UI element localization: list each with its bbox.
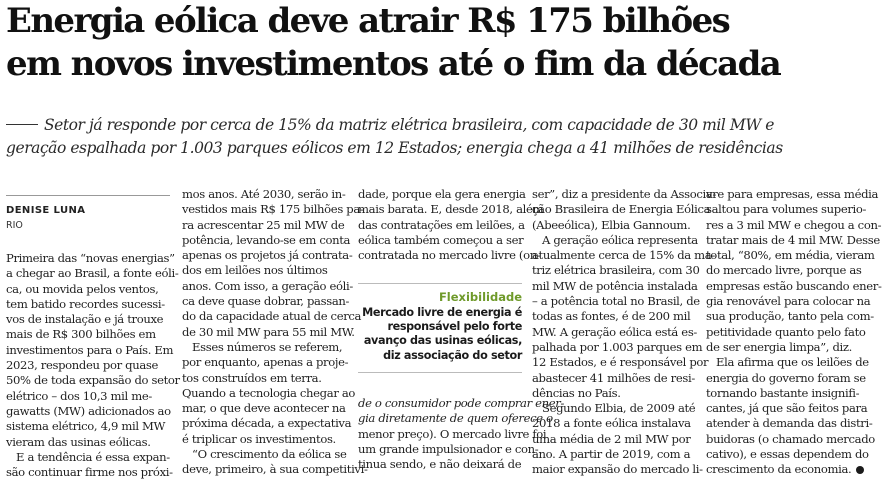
column-line: res a 3 mil MW e chegou a con- [706,217,882,232]
column-line: menor preço). O mercado livre foi [358,426,547,441]
sidebar-title-line: Mercado livre de energia é [362,306,522,319]
column-line: apenas os projetos já contrata- [182,248,353,263]
column-line: sistema elétrico, 4,9 mil MW [6,419,166,434]
column-line: 2018 a fonte eólica instalava [532,416,691,431]
column-line: cativo), e essas dependem do [706,447,869,462]
column-line: ca deve quase dobrar, passan- [182,294,350,309]
column-line: E a tendência é essa expan- [16,449,170,464]
column-line: das contratações em leilões, a [358,217,525,232]
column-line: sua produção, tanto pela com- [706,309,874,324]
sidebar-title [358,306,522,363]
column-line: triz elétrica brasileira, com 30 [532,263,700,278]
column-line: gawatts (MW) adicionados ao [6,403,171,418]
column-line: um grande impulsionador e con- [358,441,539,456]
column-line: cantes, já que são feitos para [706,401,868,416]
column-line: atualmente cerca de 15% da ma- [532,248,715,263]
column-line: petitividade quanto pelo fato [706,324,866,339]
column-line: saltou para volumes superio- [706,202,867,217]
sidebar-top-rule [358,283,522,284]
column-line: de o consumidor pode comprar ener- [358,396,565,410]
column-line: elétrico – dos 10,3 mil me- [6,388,152,403]
byline-place: RIO [6,220,23,231]
column-line: Primeira das “novas energias” [6,251,175,265]
sidebar-bottom-rule [358,372,522,373]
byline-divider [6,195,170,196]
column-line: vestidos mais R$ 175 bilhões pa- [182,202,364,217]
column-line: é triplicar os investimentos. [182,431,336,446]
dek-rule [6,124,38,125]
column-line: mos anos. Até 2030, serão in- [182,187,346,201]
column-line: mais barata. E, desde 2018, além [358,202,544,217]
column-line: de 30 mil MW para 55 mil MW. [182,324,355,339]
column-line: eólica também começou a ser [358,232,524,247]
column-line: (Abeeólica), Elbia Gannoum. [532,217,691,232]
column-line: por enquanto, apenas a proje- [182,355,349,370]
column-line: Segundo Elbia, de 2009 até [542,401,696,416]
column-line: potência, levando-se em conta [182,232,351,247]
column-line: uma média de 2 mil MW por [532,431,691,446]
column-line: vos de instalação e já trouxe [6,312,164,327]
column-3-top [358,187,544,263]
column-2 [182,187,368,478]
column-line: Quando a tecnologia chegar ao [182,385,356,400]
column-line: gia renovável para colocar na [706,294,871,309]
column-line: 2023, respondeu por quase [6,358,159,373]
column-line: – a potência total no Brasil, de [532,294,700,309]
column-line: ção Brasileira de Energia Eólica [532,202,711,217]
headline [6,0,872,86]
column-line: são continuar firme nos próxi- [6,465,173,480]
column-line: todas as fontes, é de 200 mil [532,309,691,324]
sidebar-box [358,290,522,363]
sidebar-title-line: responsável pelo forte [387,320,522,334]
column-line: ano. A partir de 2019, com a [532,447,691,462]
column-line: contratada no mercado livre (on- [358,248,541,263]
column-4 [532,187,717,478]
column-line: a chegar ao Brasil, a fonte eóli- [6,266,179,281]
column-line-last [706,462,870,477]
headline-line-2: em novos investimentos até o fim da década [6,44,781,84]
column-3-bottom [358,396,565,472]
column-line: atender à demanda das distri- [706,416,873,431]
column-5 [706,187,882,478]
subheadline-line-1 [6,114,868,137]
subheadline-line-1-text: Setor já responde por cerca de 15% da matriz elétrica brasileira, com capacidade de 30 mil MW e [44,116,775,134]
column-line: tos construídos em terra. [182,370,322,385]
subheadline [6,114,868,160]
column-line: buidoras (o chamado mercado [706,431,875,446]
column-line: próxima década, a expectativa [182,416,352,431]
column-line: Esses números se referem, [192,339,343,354]
column-line: mais de R$ 300 bilhões em [6,327,156,342]
column-line: vre para empresas, essa média [706,187,879,201]
column-line: palhada por 1.003 parques em [532,339,703,354]
sidebar-title-line: avanço das usinas eólicas, [363,334,522,348]
column-line: “O crescimento da eólica se [192,447,347,462]
end-of-article-dot-icon [856,466,864,474]
column-line: anos. Com isso, a geração eóli- [182,278,353,293]
column-line: tinua sendo, e não deixará de [358,457,522,472]
column-line: abastecer 41 milhões de resi- [532,370,695,385]
headline-line-1: Energia eólica deve atrair R$ 175 bilhões [6,1,730,41]
column-line: investimentos para o País. Em [6,342,174,357]
column-line: tem batido recordes sucessi- [6,296,165,311]
column-line: ca, ou movida pelos ventos, [6,281,159,296]
column-line: ra acrescentar 25 mil MW de [182,217,345,232]
column-line: 12 Estados, e é responsável por [532,355,709,370]
column-line: energia do governo foram se [706,370,866,385]
column-line: deve, primeiro, à sua competitivi- [182,462,368,477]
column-line: tornando bastante insignifi- [706,385,860,400]
column-line: dências no País. [532,385,621,400]
sidebar-kicker: Flexibilidade [438,290,522,304]
column-line: empresas estão buscando ener- [706,278,882,293]
column-1 [6,251,180,480]
byline-author: DENISE LUNA [6,205,86,216]
column-line: do mercado livre, porque as [706,263,862,278]
column-line: MW. A geração eólica está es- [532,324,697,339]
sidebar-title-line: diz associação do setor [383,348,522,362]
column-line: gia diretamente de quem oferece o [358,411,553,426]
column-last-text: crescimento da economia. [706,462,852,477]
column-line: dade, porque ela gera energia [358,187,526,201]
column-line: A geração eólica representa [542,232,698,247]
column-line: total, “80%, em média, vieram [706,248,875,263]
column-line: mar, o que deve acontecer na [182,401,346,416]
column-line: dos em leilões nos últimos [182,263,328,278]
column-line: de ser energia limpa”, diz. [706,339,852,354]
column-line: ser”, diz a presidente da Associa- [532,187,717,201]
column-line: vieram das usinas eólicas. [6,434,151,449]
column-line: mil MW de potência instalada [532,278,698,293]
column-line: do da capacidade atual de cerca [182,309,362,324]
column-line: Ela afirma que os leilões de [716,355,869,370]
column-line: 50% de toda expansão do setor [6,373,180,388]
subheadline-line-2: geração espalhada por 1.003 parques eólicos em 12 Estados; energia chega a 41 milhões de residências [6,139,783,157]
column-line: maior expansão do mercado li- [532,462,703,477]
column-line: tratar mais de 4 mil MW. Desse [706,232,880,247]
